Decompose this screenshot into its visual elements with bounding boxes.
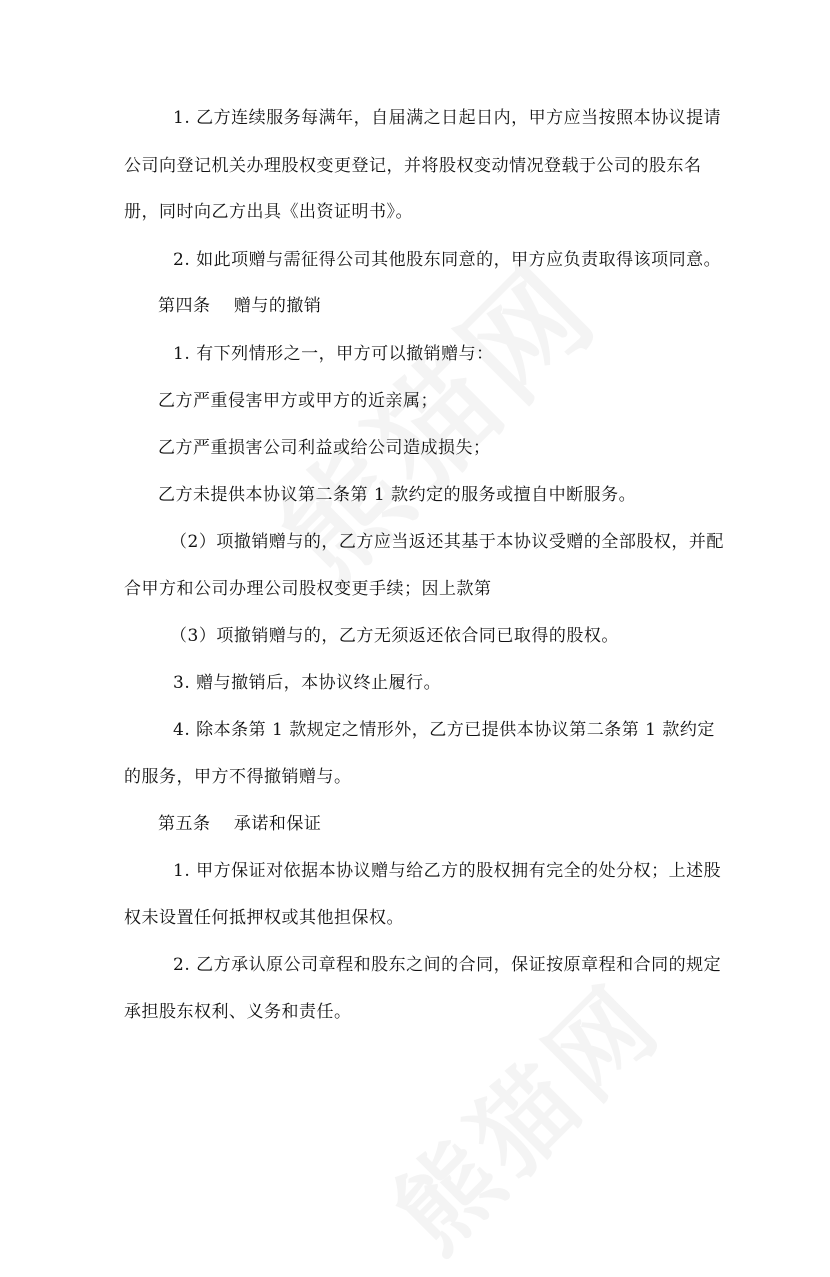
section-heading: 第五条 承诺和保证 xyxy=(158,814,322,834)
paragraph-line: 4. 除本条第 1 款规定之情形外，乙方已提供本协议第二条第 1 款约定 xyxy=(173,720,715,740)
watermark xyxy=(357,947,688,1277)
section-heading: 第四条 赠与的撤销 xyxy=(158,296,322,316)
paragraph-line: 1. 乙方连续服务每满年，自届满之日起日内，甲方应当按照本协议提请 xyxy=(173,108,722,128)
paragraph-line: （2）项撤销赠与的，乙方应当返还其基于本协议受赠的全部股权，并配 xyxy=(170,532,724,552)
paragraph-line: 乙方严重侵害甲方或甲方的近亲属； xyxy=(158,391,438,411)
paragraph-line: 公司向登记机关办理股权变更登记，并将股权变动情况登载于公司的股东名 xyxy=(124,156,702,176)
paragraph-line: 权未设置任何抵押权或其他担保权。 xyxy=(124,908,404,928)
paragraph-line: 册，同时向乙方出具《出资证明书》。 xyxy=(124,202,413,222)
paragraph-line: 2. 乙方承认原公司章程和股东之间的合同，保证按原章程和合同的规定 xyxy=(173,955,722,975)
paragraph-line: 承担股东权利、义务和责任。 xyxy=(124,1002,352,1022)
paragraph-line: 乙方未提供本协议第二条第 1 款约定的服务或擅自中断服务。 xyxy=(158,485,637,505)
paragraph-line: 2. 如此项赠与需征得公司其他股东同意的，甲方应负责取得该项同意。 xyxy=(173,250,722,270)
paragraph-line: 1. 甲方保证对依据本协议赠与给乙方的股权拥有完全的处分权；上述股 xyxy=(173,861,722,881)
paragraph-line: 合甲方和公司办理公司股权变更手续；因上款第 xyxy=(124,579,492,599)
paragraph-line: 的服务，甲方不得撤销赠与。 xyxy=(124,767,352,787)
paragraph-line: 3. 赠与撤销后，本协议终止履行。 xyxy=(173,673,442,693)
paragraph-line: 1. 有下列情形之一，甲方可以撤销赠与： xyxy=(173,344,494,364)
paragraph-line: 乙方严重损害公司利益或给公司造成损失； xyxy=(158,438,491,458)
paragraph-line: （3）项撤销赠与的，乙方无须返还依合同已取得的股权。 xyxy=(170,626,619,646)
